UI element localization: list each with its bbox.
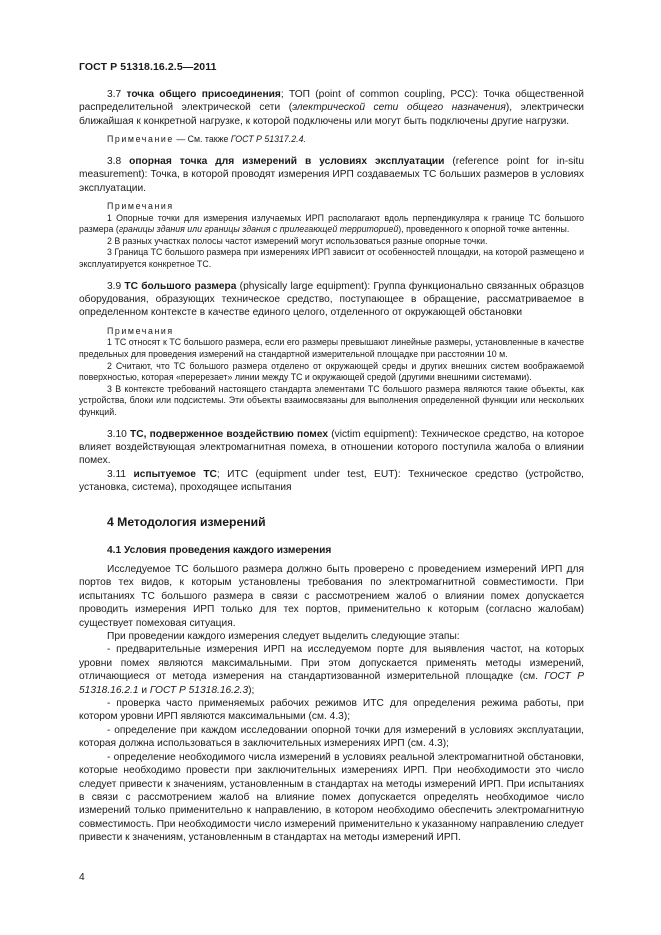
list-text: - предварительные измерения ИРП на исследуемом порте для выявления частот, на которых уровни помех являются максимальными. При этом допускается применять методы измерений, отличающиеся от метода измерения на стандартизованной измерительной площадке (см.	[79, 644, 584, 683]
definition-text: (physically large equipment): Группа функционально связанных образцов оборудования, образующих техническое средство, поступающее в обращение, рассматриваемое в определенном контексте в качестве единого целого, отделенного от окружающей обстановки	[79, 280, 584, 319]
note-item: 2 Считают, что ТС большого размера отделено от окружающей среды и других внешних систем воображаемой поверхностью, которая «перерезает» линии между ТС и окружающей средой (другими внешними системами).	[79, 360, 584, 383]
note-item: 2 В разных участках полосы частот измерений могут использоваться разные опорные точки.	[107, 235, 488, 246]
clause-number: 3.8	[107, 155, 122, 167]
clause-3-8	[79, 155, 584, 195]
clause-number: 3.10	[107, 428, 127, 440]
clause-number: 3.9	[107, 280, 122, 292]
page-number: 4	[79, 872, 85, 883]
term: ТС большого размера	[124, 280, 237, 292]
clause-number: 3.7	[107, 89, 122, 100]
note-item: 1 ТС относят к ТС большого размера, если его размеры превышают линейные размеры, установленные в качестве предельных для проведения измерений на стандартной измерительной площадке при расстоянии 10 м.	[79, 337, 584, 359]
note-label: Примечание	[107, 134, 174, 145]
note-item: 3 Граница ТС большого размера при измерениях ИРП зависит от особенностей площадки, на которой размещено и эксплуатируется конкретное ТС.	[79, 247, 584, 269]
definition-text: (victim equipment): Техническое средство, на которое влияет воздействующая электромагнитная помеха, в отношении которого поступила жалоба о влиянии помех.	[79, 428, 584, 467]
list-item: - определение необходимого числа измерений в условиях реальной электромагнитной обстановки, которые необходимо провести при заключительных измерениях ИРП. При необходимости это число следует привести к значениям, установленным в стандартах на методы измерений ИРП. При испытаниях в связи с рассмотрением жалоб на влияние помех допускается определять необходимое число измерений только применительно к направлению, в котором необходимо обеспечить электромагнитную совместимость. При необходимости число измерений применительно к указанному направлению следует привести к значениям, установленным в стандартах на методы измерений ИРП.	[79, 751, 584, 844]
definition-italic: электрической сети общего назначения	[292, 102, 506, 114]
page-content	[79, 88, 584, 845]
list-text: );	[248, 684, 255, 696]
clause-number: 3.11	[107, 468, 127, 480]
document-header: ГОСТ Р 51318.16.2.5—2011	[79, 61, 217, 73]
list-text: и	[138, 684, 150, 696]
note-text: — См. также	[173, 134, 231, 145]
term: опорная точка для измерений в условиях эксплуатации	[129, 155, 445, 167]
standard-reference: ГОСТ Р 51318.16.2.1	[79, 671, 584, 696]
paragraph: При проведении каждого измерения следует выделить следующие этапы:	[107, 631, 460, 643]
note-reference: ГОСТ Р 51317.2.4.	[230, 134, 306, 145]
paragraph: Исследуемое ТС большого размера должно быть проверено с проведением измерений ИРП для портов тех видов, к которым установлены требования по электромагнитной совместимости. При испытаниях ТС большого размера в связи с рассмотрением жалоб о влиянии помех допускается проводить измерения ИРП только для тех портов, применительно к которым (согласно жалобам) существует помеховая ситуация.	[79, 564, 584, 629]
term: ТС, подверженное воздействию помех	[130, 428, 329, 440]
note-3-7	[79, 134, 584, 146]
list-item: - проверка часто применяемых рабочих режимов ИТС для определения режима работы, при котором уровни ИРП являются максимальными (см. 4.3);	[79, 698, 584, 723]
clause-3-10	[79, 428, 584, 468]
note-italic: границы здания или границы здания с прилегающей территорией	[118, 224, 399, 235]
definition-text: ; ИТС (equipment under test, EUT): Техническое средство (устройство, установка, система), проходящее испытания	[79, 468, 584, 494]
note-text: ), проведенного к опорной точке антенны.	[398, 224, 570, 235]
clause-3-7	[79, 88, 584, 128]
subsection-title: 4.1 Условия проведения каждого измерения	[107, 544, 332, 556]
list-item	[79, 643, 584, 697]
clause-3-9	[79, 280, 584, 320]
clause-3-11	[79, 468, 584, 495]
term: испытуемое ТС	[133, 468, 217, 480]
standard-reference: ГОСТ Р 51318.16.2.3	[149, 684, 249, 696]
list-item: - определение при каждом исследовании опорной точки для измерений в условиях эксплуатации, которая должна использоваться в заключительных измерениях ИРП (см. 4.3);	[79, 724, 584, 750]
term: точка общего присоединения	[126, 89, 281, 100]
note-text: 1 Опорные точки для измерения излучаемых ИРП располагают вдоль перпендикуляра к границе ТС большого размера (	[79, 212, 584, 235]
definition-text: (reference point for in-situ measurement): Точка, в которой проводят измерения ИРП создаваемых ТС больших размеров в условиях эксплуатации.	[79, 155, 584, 194]
note-item	[79, 213, 584, 236]
notes-label: Примечания	[107, 201, 174, 212]
definition-text: ; ТОП (point of common coupling, PCC): Точка общественной распределительной электрической сети (	[79, 89, 584, 114]
section-title: 4 Методология измерений	[107, 514, 266, 529]
note-item: 3 В контексте требований настоящего стандарта элементами ТС большого размера являются такие объекты, как устройства, блоки или подсистемы. Эти объекты взаимосвязаны для выполнения определенной функции или нескольких функций.	[79, 383, 584, 417]
notes-label: Примечания	[107, 325, 174, 336]
definition-text: ), электрически ближайшая к конкретной нагрузке, к которой подключены или могут быть подключены другие нагрузки.	[79, 102, 584, 127]
